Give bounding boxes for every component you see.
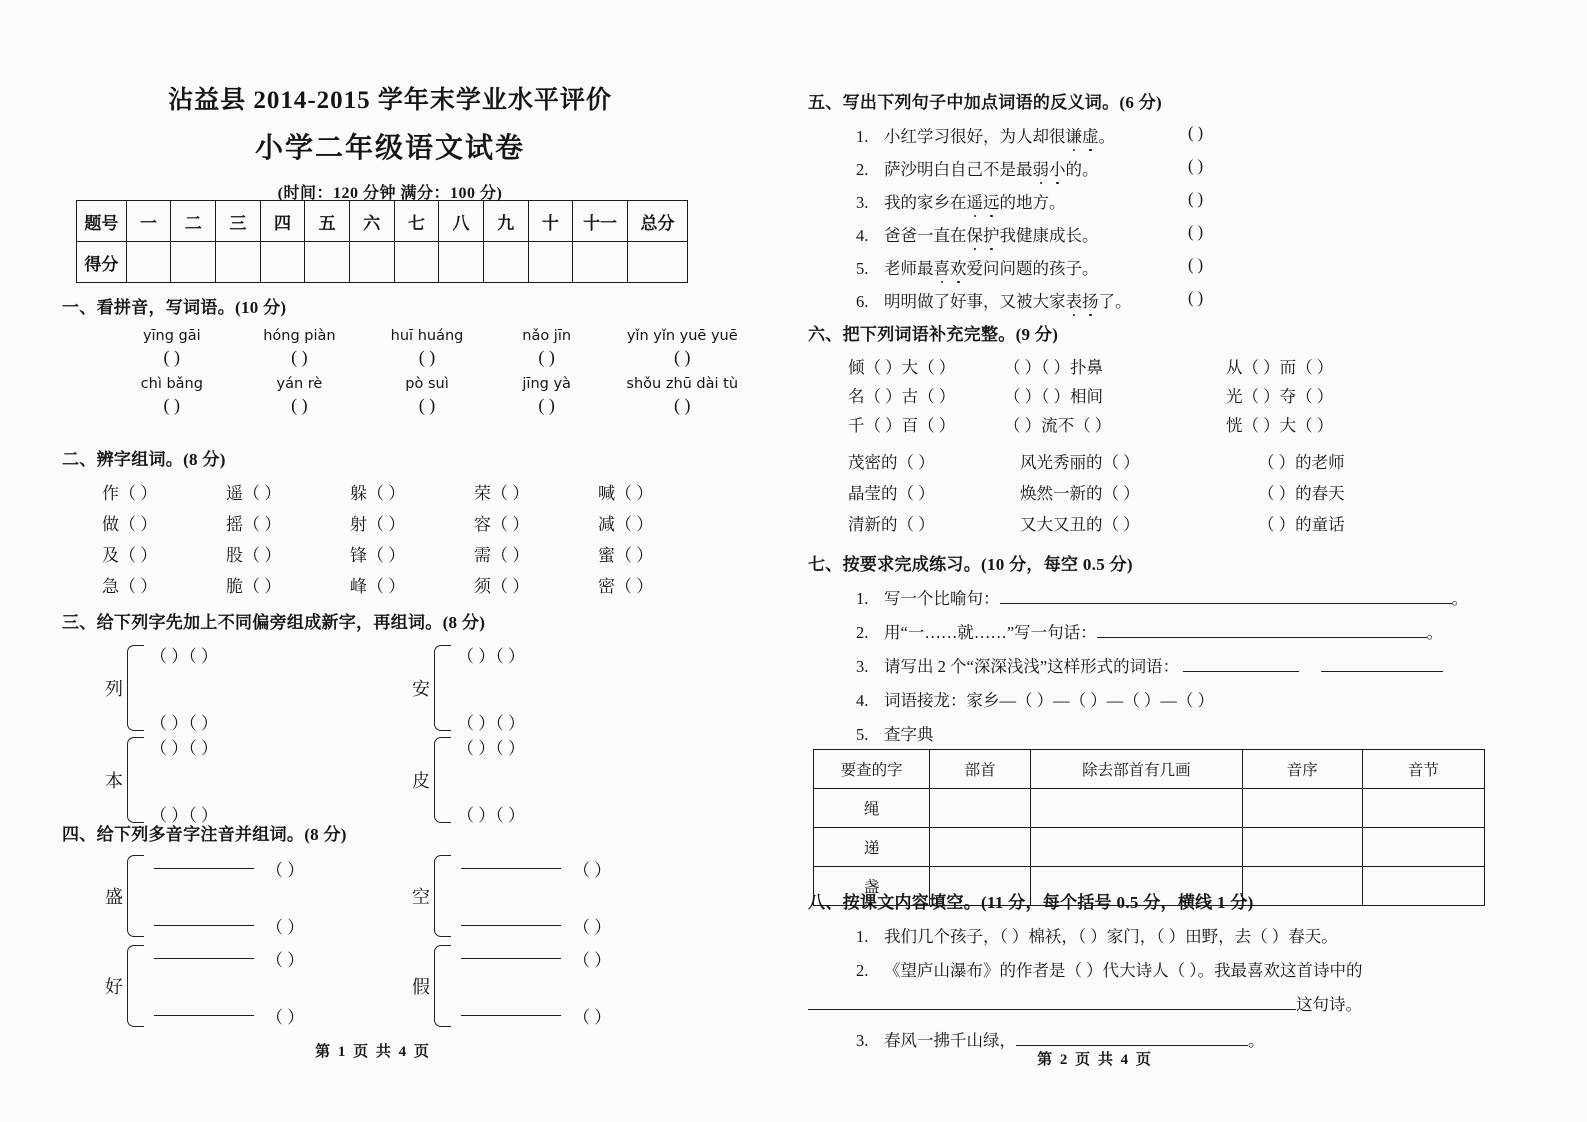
answer-blank[interactable]: （ ）（ ）: [457, 806, 525, 825]
sentence-post: 的地方。: [999, 193, 1066, 212]
section-4-item-4: [412, 938, 742, 1034]
section-7-item-5: [856, 721, 1578, 749]
pinyin-item: [363, 376, 491, 416]
idiom-row: [848, 354, 1578, 383]
exam-title-line1: 沾益县 2014-2015 学年末学业水平评价: [168, 87, 612, 114]
phrase-blank[interactable]: 晶莹的（ ）: [848, 484, 935, 503]
pinyin-row-1: [108, 328, 762, 368]
dict-cell-char: 递: [814, 828, 930, 867]
section-7-item-2: [856, 619, 1578, 653]
sentence-pre: 小红学习很好，为人却很: [884, 127, 1066, 146]
score-col-1: 一: [126, 201, 171, 242]
base-character: 本: [105, 771, 123, 791]
answer-blank[interactable]: （ ）: [266, 918, 305, 937]
sentence-pre: 老师最: [884, 259, 934, 278]
answer-blank[interactable]: ( ): [1188, 123, 1204, 142]
pinyin-text: pò suì: [405, 376, 449, 392]
item-number: 5.: [856, 259, 869, 278]
pinyin-blank-line[interactable]: [154, 925, 254, 926]
idiom-row: [848, 383, 1578, 412]
word-blank[interactable]: 减（ ）: [598, 515, 654, 534]
section-7: [808, 550, 1578, 906]
dict-col-strokes: 除去部首有几画: [1031, 750, 1243, 789]
answer-line[interactable]: [1097, 623, 1427, 638]
dotted-word: 表扬: [1065, 292, 1099, 311]
dict-row: [814, 828, 1485, 867]
item-number: 3.: [856, 1031, 869, 1050]
word-blank[interactable]: 密（ ）: [598, 577, 654, 596]
item-number: 1.: [856, 127, 869, 146]
answer-blank[interactable]: ( ): [1188, 255, 1204, 274]
dict-cell-char: 盏: [814, 867, 930, 906]
section-1-heading: 一、看拼音，写词语。(10 分): [62, 298, 287, 317]
dict-cell-syllable[interactable]: [1362, 828, 1484, 867]
word-blank[interactable]: 做（ ）: [102, 515, 158, 534]
answer-blank[interactable]: ( ): [1188, 288, 1204, 307]
score-cell[interactable]: [126, 242, 171, 283]
answer-blank[interactable]: （ ）（ ）: [150, 806, 218, 825]
answer-blank[interactable]: ( ): [1188, 189, 1204, 208]
score-col-total: 总分: [627, 201, 687, 242]
section-6-heading: 六、把下列词语补充完整。(9 分): [808, 325, 1059, 344]
pinyin-row-2: [108, 376, 762, 416]
dictionary-table: [813, 749, 1485, 906]
idiom-blank[interactable]: （ ）（ ）相间: [1004, 387, 1103, 406]
phrase-blank[interactable]: （ ）的老师: [1258, 453, 1345, 472]
sentence-post: 的。: [1065, 160, 1099, 179]
idiom-blank[interactable]: （ ）（ ）扑鼻: [1004, 358, 1103, 377]
word-blank[interactable]: 峰（ ）: [350, 577, 406, 596]
score-cell[interactable]: [216, 242, 261, 283]
item-number: 1.: [856, 589, 869, 608]
pinyin-item: [491, 328, 603, 368]
base-character: 列: [105, 679, 123, 699]
item-number: 3.: [856, 193, 869, 212]
word-blank[interactable]: 股（ ）: [226, 546, 282, 565]
pinyin-text: yǐn yǐn yuē yuē: [626, 328, 738, 344]
sentence-post: 爱问问题的孩子。: [966, 259, 1099, 278]
section-5-item: [856, 123, 1568, 156]
answer-blank[interactable]: ( ): [673, 395, 691, 415]
item-number: 2.: [856, 623, 869, 642]
phrase-blank[interactable]: （ ）的童话: [1258, 515, 1345, 534]
pinyin-item: [236, 328, 364, 368]
section-3-item-2: [412, 638, 742, 738]
word-blank[interactable]: 躲（ ）: [350, 484, 406, 503]
section-5-item: [856, 189, 1568, 222]
dotted-word: 谦虚: [1065, 127, 1099, 146]
dict-cell-strokes[interactable]: [1031, 828, 1243, 867]
pinyin-text: nǎo jīn: [522, 328, 572, 344]
section-8-item-1: [856, 923, 1587, 957]
dict-row: [814, 789, 1485, 828]
phrase-row: [848, 449, 1578, 480]
dict-cell-radical[interactable]: [930, 789, 1031, 828]
brace-icon: [127, 945, 144, 1027]
sentence-post: 了。: [1098, 292, 1132, 311]
page-left: [0, 0, 780, 1122]
item-text[interactable]: 词语接龙：家乡—（ ）—（ ）—（ ）—（ ）: [884, 691, 1214, 710]
answer-blank[interactable]: （ ）: [266, 951, 305, 970]
score-table: [76, 200, 688, 283]
score-cell[interactable]: [439, 242, 484, 283]
idiom-blank[interactable]: 千（ ）百（ ）: [848, 416, 956, 435]
score-cell[interactable]: [573, 242, 628, 283]
phrase-blank[interactable]: 茂密的（ ）: [848, 453, 935, 472]
answer-blank[interactable]: ( ): [1188, 222, 1204, 241]
answer-blank[interactable]: （ ）: [573, 861, 612, 880]
section-7-item-4: [856, 687, 1578, 721]
answer-blank[interactable]: ( ): [538, 395, 555, 415]
answer-blank[interactable]: （ ）: [573, 951, 612, 970]
word-pair-column: [102, 479, 226, 603]
item-text: 写一个比喻句：: [884, 589, 1000, 608]
brace-icon: [434, 645, 451, 731]
phrase-blank[interactable]: （ ）的春天: [1258, 484, 1345, 503]
brace-icon: [127, 855, 144, 937]
footer-page-2: 第 2 页 共 4 页: [1037, 1052, 1153, 1068]
sentence-post: 。: [1098, 127, 1115, 146]
pinyin-blank-line[interactable]: [461, 1015, 561, 1016]
word-blank[interactable]: 射（ ）: [350, 515, 406, 534]
pinyin-text: chì bǎng: [140, 376, 203, 392]
base-character: 盛: [105, 887, 123, 907]
answer-blank[interactable]: （ ）（ ）: [457, 739, 525, 758]
phrase-row: [848, 480, 1578, 511]
word-blank[interactable]: 急（ ）: [102, 577, 158, 596]
score-cell[interactable]: [171, 242, 216, 283]
score-cell[interactable]: [627, 242, 687, 283]
sentence-pre: 萨沙明白自己不是最: [884, 160, 1033, 179]
item-text[interactable]: 我们几个孩子，（ ）棉袄，（ ）家门，（ ）田野，去（ ）春天。: [884, 927, 1338, 946]
section-3-heading: 三、给下列字先加上不同偏旁组成新字，再组词。(8 分): [62, 613, 486, 632]
answer-blank[interactable]: ( ): [163, 347, 181, 367]
item-number: 3.: [856, 657, 869, 676]
section-6: [808, 320, 1578, 542]
pinyin-item: [108, 376, 236, 416]
word-pair-column: [226, 479, 350, 603]
answer-line[interactable]: [1321, 659, 1443, 672]
answer-blank[interactable]: （ ）: [573, 918, 612, 937]
pinyin-blank-line[interactable]: [461, 868, 561, 869]
word-blank[interactable]: 脆（ ）: [226, 577, 282, 596]
score-table-value-row: [77, 242, 688, 283]
idiom-blank[interactable]: 名（ ）古（ ）: [848, 387, 956, 406]
section-5-heading: 五、写出下列句子中加点词语的反义词。(6 分): [808, 93, 1162, 112]
section-4: [62, 820, 762, 845]
answer-blank[interactable]: （ ）（ ）: [457, 647, 525, 666]
item-tail: 。: [1248, 1031, 1265, 1050]
word-pair-column: [598, 479, 722, 603]
score-cell[interactable]: [528, 242, 573, 283]
item-text-post: 这句诗。: [1296, 995, 1362, 1014]
section-4-item-3: [105, 938, 435, 1034]
pinyin-text: huī huáng: [390, 328, 464, 344]
answer-blank[interactable]: （ ）（ ）: [150, 714, 218, 733]
idiom-blank[interactable]: 倾（ ）大（ ）: [848, 358, 956, 377]
section-5: [808, 88, 1568, 321]
base-character: 好: [105, 977, 123, 997]
pinyin-text: yán rè: [276, 376, 323, 392]
pinyin-grid: [108, 328, 762, 416]
score-col-7: 七: [394, 201, 439, 242]
pinyin-text: shǒu zhū dài tù: [626, 376, 739, 392]
item-tail: 。: [1426, 623, 1444, 642]
dotted-word: 遥远: [966, 193, 1000, 212]
score-col-11: 十一: [573, 201, 628, 242]
score-cell[interactable]: [305, 242, 350, 283]
answer-blank[interactable]: （ ）（ ）: [150, 647, 218, 666]
item-text: 请写出 2 个“深深浅浅”这样形式的词语：: [884, 657, 1180, 676]
section-1: [62, 293, 762, 416]
sentence-pre: 爸爸一直在: [884, 226, 967, 245]
dotted-word: 保护: [966, 226, 1000, 245]
word-pair-column: [350, 479, 474, 603]
pinyin-item: [602, 376, 762, 416]
answer-blank[interactable]: ( ): [673, 347, 691, 367]
word-blank[interactable]: 蜜（ ）: [598, 546, 654, 565]
item-number: 1.: [856, 927, 869, 946]
answer-blank[interactable]: ( ): [1188, 156, 1204, 175]
answer-blank[interactable]: （ ）（ ）: [150, 739, 218, 758]
section-3: [62, 608, 762, 633]
answer-blank[interactable]: ( ): [418, 347, 436, 367]
score-col-5: 五: [305, 201, 350, 242]
answer-blank[interactable]: （ ）: [266, 1008, 305, 1027]
answer-blank[interactable]: ( ): [291, 395, 308, 415]
word-pair-column: [474, 479, 598, 603]
phrase-blank[interactable]: 又大又丑的（ ）: [1020, 515, 1140, 534]
score-cell[interactable]: [394, 242, 439, 283]
answer-blank[interactable]: ( ): [418, 395, 436, 415]
phrase-blank[interactable]: 焕然一新的（ ）: [1020, 484, 1140, 503]
sentence-pre: 我的家乡在: [884, 193, 967, 212]
pinyin-item: [363, 328, 491, 368]
answer-line[interactable]: [808, 993, 1296, 1010]
word-pair-grid: [102, 479, 762, 603]
pinyin-item: [108, 328, 236, 368]
phrase-blank[interactable]: 清新的（ ）: [848, 515, 935, 534]
section-7-heading: 七、按要求完成练习。(10 分，每空 0.5 分): [808, 555, 1133, 574]
section-3-item-1: [105, 638, 435, 738]
section-8: [808, 888, 1587, 1061]
dict-cell-radical[interactable]: [930, 828, 1031, 867]
section-6-top-rows: [848, 354, 1578, 441]
sentence-post: 我健康成长。: [999, 226, 1099, 245]
item-text: 春风一拂千山绿，: [884, 1031, 1016, 1050]
idiom-blank[interactable]: （ ）流不（ ）: [1004, 416, 1112, 435]
answer-blank[interactable]: ( ): [538, 347, 555, 367]
dict-col-initial: 音序: [1242, 750, 1362, 789]
word-blank[interactable]: 锋（ ）: [350, 546, 406, 565]
pinyin-blank-line[interactable]: [154, 868, 254, 869]
pinyin-blank-line[interactable]: [154, 1015, 254, 1016]
answer-line[interactable]: [1000, 589, 1452, 604]
phrase-blank[interactable]: 风光秀丽的（ ）: [1020, 453, 1140, 472]
base-character: 空: [412, 887, 430, 907]
word-blank[interactable]: 需（ ）: [474, 546, 530, 565]
item-tail: 。: [1451, 589, 1468, 608]
section-3-item-4: [412, 730, 742, 830]
pinyin-text: hóng piàn: [263, 328, 336, 344]
dict-col-radical: 部首: [930, 750, 1031, 789]
score-col-6: 六: [349, 201, 394, 242]
score-row-label-points: 得分: [77, 242, 127, 283]
exam-subtitle: (时间：120 分钟 满分：100 分): [277, 185, 503, 202]
answer-blank[interactable]: （ ）（ ）: [457, 714, 525, 733]
section-8-item-2: [856, 957, 1587, 991]
item-number: 4.: [856, 691, 869, 710]
idiom-row: [848, 412, 1578, 441]
score-col-3: 三: [216, 201, 261, 242]
word-blank[interactable]: 摇（ ）: [226, 515, 282, 534]
pinyin-item: [602, 328, 762, 368]
section-8-item-3: [856, 1027, 1587, 1061]
section-2-heading: 二、辨字组词。(8 分): [62, 450, 226, 469]
answer-blank[interactable]: ( ): [291, 347, 308, 367]
dict-col-syllable: 音节: [1362, 750, 1484, 789]
section-2: [62, 445, 762, 603]
pinyin-blank-line[interactable]: [461, 958, 561, 959]
score-table-wrap: [76, 200, 688, 283]
base-character: 假: [412, 977, 430, 997]
idiom-blank[interactable]: 光（ ）夺（ ）: [1226, 387, 1334, 406]
header-block: [20, 80, 760, 203]
dict-cell-initial[interactable]: [1242, 789, 1362, 828]
dict-cell-initial[interactable]: [1242, 828, 1362, 867]
answer-line[interactable]: [1016, 1031, 1248, 1046]
dotted-word: 喜欢: [933, 259, 967, 278]
idiom-blank[interactable]: 从（ ）而（ ）: [1226, 358, 1334, 377]
word-blank[interactable]: 遥（ ）: [226, 484, 282, 503]
word-blank[interactable]: 作（ ）: [102, 484, 158, 503]
base-character: 皮: [412, 771, 430, 791]
dict-cell-syllable[interactable]: [1362, 789, 1484, 828]
score-col-9: 九: [483, 201, 528, 242]
score-col-10: 十: [528, 201, 573, 242]
score-cell[interactable]: [349, 242, 394, 283]
dict-col-char: 要查的字: [814, 750, 930, 789]
dotted-word: 弱小: [1032, 160, 1066, 179]
brace-icon: [434, 855, 451, 937]
word-blank[interactable]: 及（ ）: [102, 546, 158, 565]
page-right: [780, 0, 1587, 1122]
idiom-blank[interactable]: 恍（ ）大（ ）: [1226, 416, 1334, 435]
word-blank[interactable]: 容（ ）: [474, 515, 530, 534]
pinyin-item: [491, 376, 603, 416]
brace-icon: [127, 645, 144, 731]
sentence-pre: 明明做了好事，又被大家: [884, 292, 1066, 311]
section-3-item-3: [105, 730, 435, 830]
score-row-label-title: 题号: [77, 201, 127, 242]
score-table-header-row: [77, 201, 688, 242]
item-number: 2.: [856, 160, 869, 179]
score-col-2: 二: [171, 201, 216, 242]
dict-cell-strokes[interactable]: [1031, 789, 1243, 828]
answer-blank[interactable]: （ ）: [266, 861, 305, 880]
item-text: 查字典: [884, 725, 934, 744]
item-number: 4.: [856, 226, 869, 245]
word-blank[interactable]: 须（ ）: [474, 577, 530, 596]
word-blank[interactable]: 荣（ ）: [474, 484, 530, 503]
brace-icon: [127, 737, 144, 823]
section-6-bottom-rows: [848, 449, 1578, 542]
section-4-heading: 四、给下列多音字注音并组词。(8 分): [62, 825, 347, 844]
exam-title-line2: 小学二年级语文试卷: [254, 133, 525, 164]
item-text: 用“一……就……”写一句话：: [884, 623, 1097, 642]
brace-icon: [434, 945, 451, 1027]
item-number: 2.: [856, 961, 869, 980]
section-4-item-2: [412, 848, 742, 944]
section-4-item-1: [105, 848, 435, 944]
word-blank[interactable]: 喊（ ）: [598, 484, 654, 503]
section-5-item: [856, 255, 1568, 288]
score-cell[interactable]: [483, 242, 528, 283]
score-col-4: 四: [260, 201, 305, 242]
pinyin-text: yīng gāi: [142, 328, 201, 344]
dict-cell-char: 绳: [814, 789, 930, 828]
dict-header-row: [814, 750, 1485, 789]
section-7-item-1: [856, 585, 1578, 619]
section-5-item: [856, 222, 1568, 255]
phrase-row: [848, 511, 1578, 542]
pinyin-text: jīng yà: [522, 376, 571, 392]
section-8-heading: 八、按课文内容填空。(11 分，每个括号 0.5 分，横线 1 分): [808, 893, 1254, 912]
base-character: 安: [412, 679, 430, 699]
section-5-item: [856, 288, 1568, 321]
section-8-item-2-continuation: [808, 991, 1587, 1027]
score-col-8: 八: [439, 201, 484, 242]
item-text[interactable]: 《望庐山瀑布》的作者是（ ）代大诗人（ ）。我最喜欢这首诗中的: [884, 961, 1363, 980]
section-5-item: [856, 156, 1568, 189]
item-number: 6.: [856, 292, 869, 311]
section-7-item-3: [856, 653, 1578, 687]
pinyin-blank-line[interactable]: [461, 925, 561, 926]
answer-blank[interactable]: （ ）: [573, 1008, 612, 1027]
pinyin-item: [236, 376, 364, 416]
answer-blank[interactable]: ( ): [163, 395, 181, 415]
score-cell[interactable]: [260, 242, 305, 283]
item-number: 5.: [856, 725, 869, 744]
pinyin-blank-line[interactable]: [154, 958, 254, 959]
answer-line[interactable]: [1183, 659, 1299, 672]
brace-icon: [434, 737, 451, 823]
footer-page-1: 第 1 页 共 4 页: [315, 1044, 431, 1060]
